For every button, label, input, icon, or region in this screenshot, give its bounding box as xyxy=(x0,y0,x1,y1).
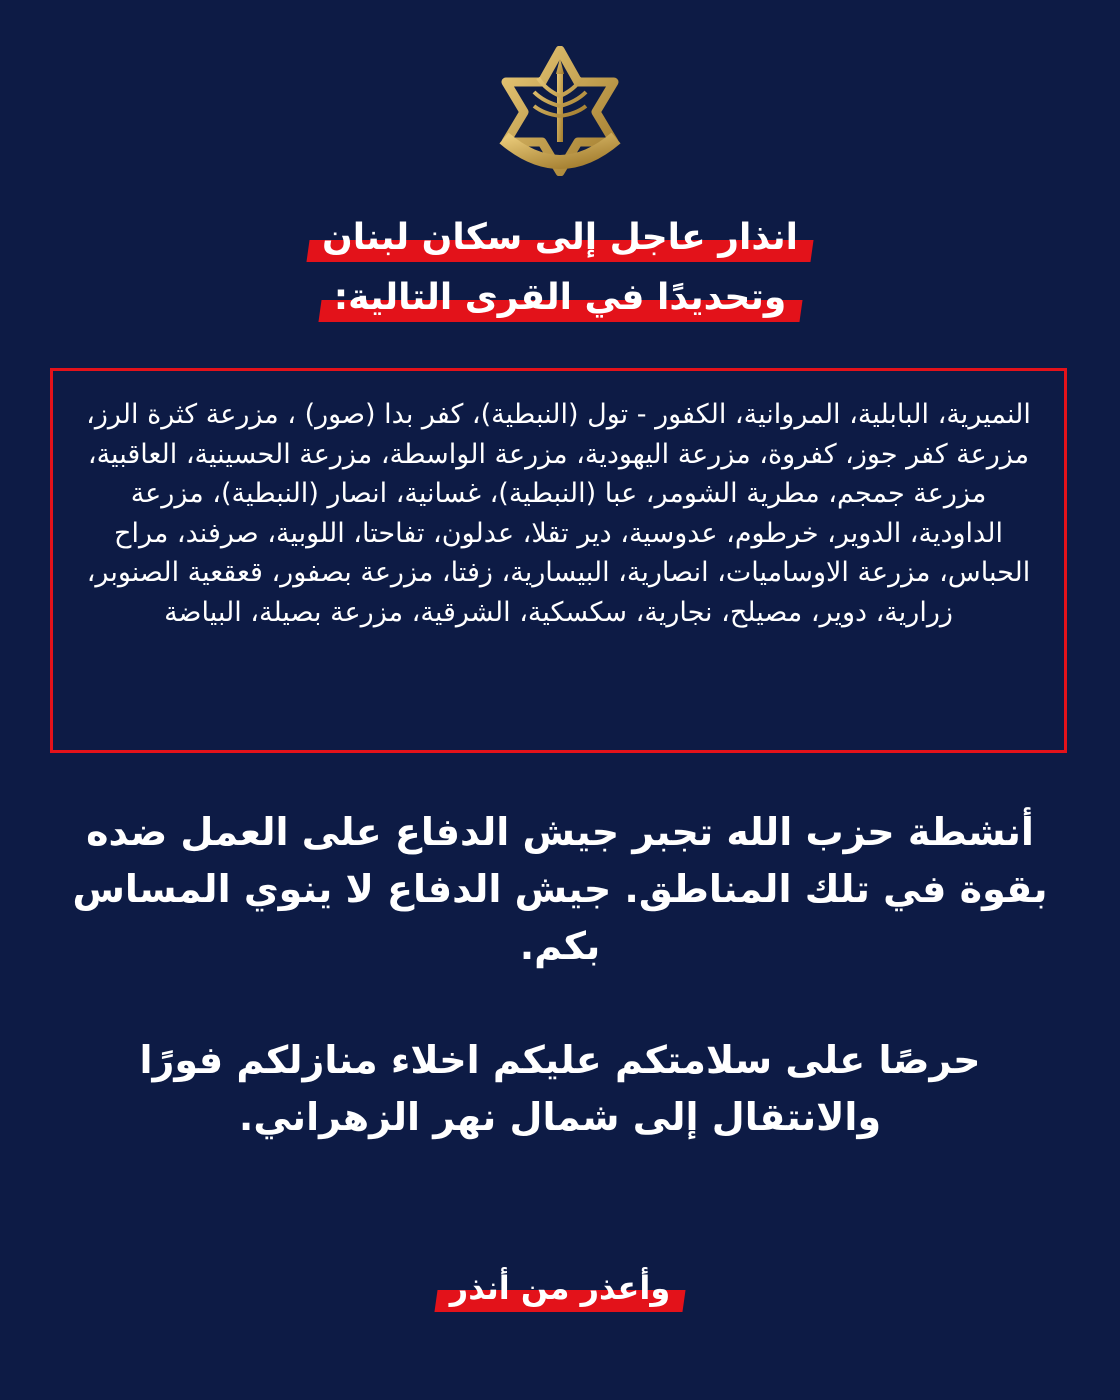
headline-text-2: وتحديدًا في القرى التالية: xyxy=(324,276,797,320)
footer-text: وأعذر من أنذر xyxy=(440,1266,680,1310)
headline-line-1 xyxy=(0,216,1120,260)
villages-list-box: النميرية، البابلية، المروانية، الكفور - تول (النبطية)، كفر بدا (صور) ، مزرعة كثرة الرز، مزرعة كفر جوز، كفروة، مزرعة اليهودية، مزرعة الواسطة، مزرعة الحسينية، العاقبية، مزرعة جمجم، مطرية الشومر، عبا (النبطية)، غسانية، انصار (النبطية)، مزرعة الداودية، الدوير، خرطوم، عدوسية، دير تقلا، عدلون، تفاحتا، اللوبية، صرفند، مراح الحباس، مزرعة الاوساميات، انصارية، البيسارية، زفتا، مزرعة بصفور، قعقعية الصنوبر، زرارية، دوير، مصيلح، نجارية، سكسكية، الشرقية، مزرعة بصيلة، البياضة xyxy=(50,368,1067,753)
warning-paragraph-2: حرصًا على سلامتكم عليكم اخلاء منازلكم فورًا والانتقال إلى شمال نهر الزهراني. xyxy=(139,1038,981,1139)
warning-paragraph-1: أنشطة حزب الله تجبر جيش الدفاع على العمل ضده بقوة في تلك المناطق. جيش الدفاع لا ينوي المساس بكم. xyxy=(72,810,1048,968)
idf-emblem-icon xyxy=(490,46,630,176)
headline-text-1: انذار عاجل إلى سكان لبنان xyxy=(312,216,808,260)
footer-slogan xyxy=(0,1266,1120,1310)
headline-line-2 xyxy=(0,276,1120,320)
